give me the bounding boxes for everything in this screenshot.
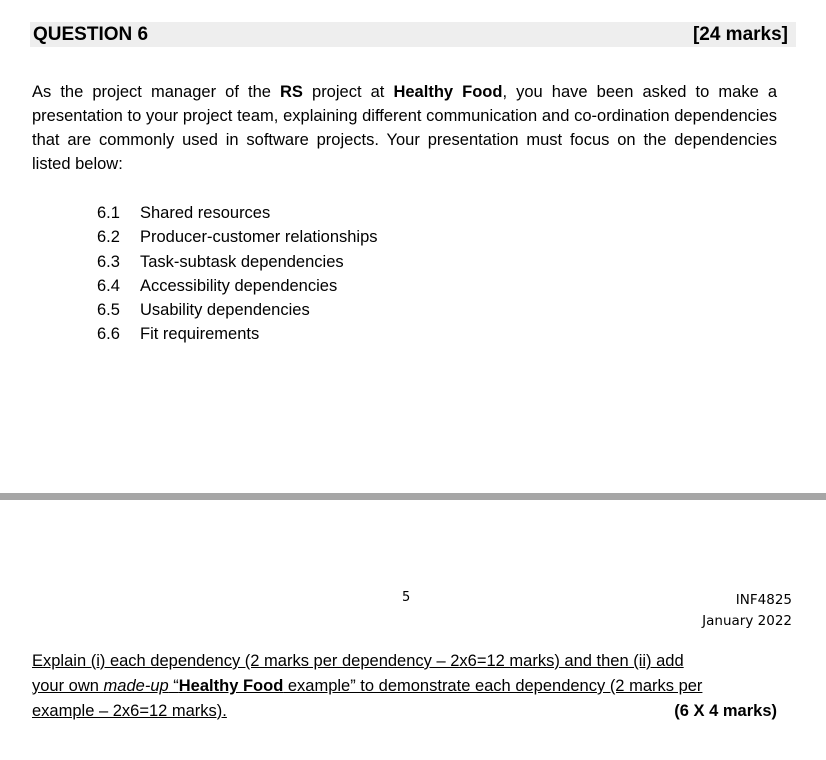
question-marks: [24 marks]	[692, 23, 788, 45]
course-code: INF4825	[735, 592, 792, 608]
item-number: 6.1	[97, 204, 120, 222]
item-label: Task-subtask dependencies	[140, 252, 344, 271]
list-item	[97, 274, 378, 298]
instruction-line-1: Explain (i) each dependency (2 marks per dependency – 2x6=12 marks) and then (ii) add	[32, 652, 684, 670]
instruction-text: example – 2x6=12 marks).	[32, 702, 227, 720]
instruction-line-3	[32, 699, 777, 724]
question-header	[30, 22, 796, 47]
dependency-list	[97, 201, 378, 347]
item-label: Producer-customer relationships	[140, 228, 378, 247]
intro-text-1: As the project manager of the	[32, 83, 281, 101]
list-item	[97, 298, 378, 322]
page-number: 5	[402, 590, 411, 605]
item-label: Fit requirements	[140, 325, 260, 344]
list-item	[97, 250, 378, 274]
item-label: Usability dependencies	[140, 301, 310, 320]
item-number: 6.6	[97, 325, 120, 344]
instruction-line-2	[32, 674, 777, 699]
question-title: QUESTION 6	[33, 23, 149, 45]
list-item	[97, 201, 378, 225]
project-name: RS	[280, 83, 303, 101]
intro-paragraph	[32, 80, 777, 176]
instruction-italic: made-up	[103, 677, 169, 695]
page-footer	[702, 590, 792, 632]
instruction-text: example” to demonstrate each dependency (2 marks per	[283, 677, 703, 695]
item-number: 6.5	[97, 301, 120, 320]
list-item	[97, 225, 378, 249]
intro-text-3: , you have been asked to make a presentation to your project team, explaining different communication and co-ordination dependencies that are commonly used in software projects. Your presentation must focus on the dependencies listed below:	[32, 83, 778, 173]
item-number: 6.4	[97, 276, 120, 295]
exam-date: January 2022	[702, 613, 792, 629]
page-separator	[0, 493, 826, 500]
list-item	[97, 322, 378, 346]
item-label: Shared resources	[140, 204, 271, 222]
instruction-text: “	[168, 677, 179, 695]
item-number: 6.2	[97, 228, 120, 247]
total-marks: (6 X 4 marks)	[674, 702, 777, 720]
instruction-text: your own	[32, 677, 104, 695]
company-name: Healthy Food	[393, 83, 503, 101]
company-name: Healthy Food	[178, 677, 284, 695]
item-label: Accessibility dependencies	[140, 276, 338, 295]
instruction-paragraph	[32, 649, 777, 724]
item-number: 6.3	[97, 252, 120, 271]
intro-text-2: project at	[302, 83, 394, 101]
